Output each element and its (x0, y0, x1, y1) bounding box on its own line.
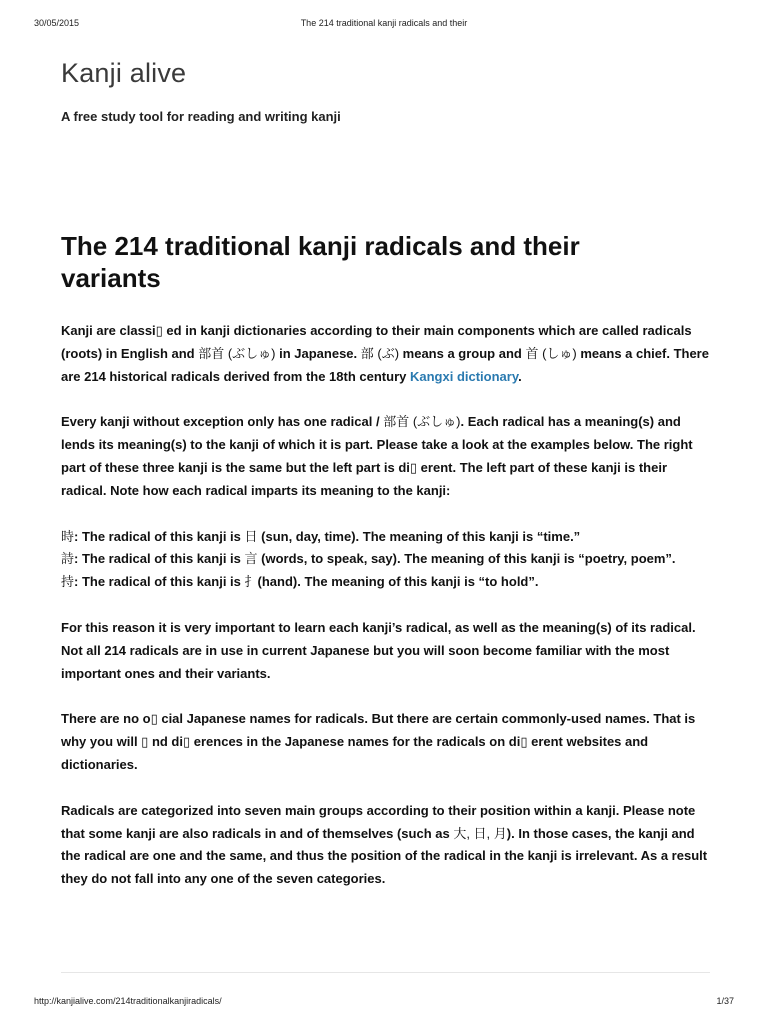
example-kanji: 時 (61, 528, 75, 544)
text: in Japanese. (275, 345, 361, 361)
site-title[interactable]: Kanji alive (61, 58, 187, 88)
text: means a group and (399, 345, 526, 361)
example-line (61, 548, 711, 571)
text: (words, to speak, say). The meaning of this kanji is “poetry, poem”. (257, 551, 676, 567)
kanji-term: 首 (しゅ) (525, 345, 577, 361)
text: (sun, day, time). The meaning of this kanji is “time.” (257, 528, 581, 544)
print-page-title: The 214 traditional kanji radicals and their (300, 18, 468, 28)
page-number: 1/37 (716, 996, 734, 1006)
kangxi-dictionary-link[interactable]: Kangxi dictionary (409, 368, 519, 384)
text: . (518, 368, 522, 384)
example-kanji: 持 (61, 574, 75, 590)
example-line (61, 571, 711, 594)
kanji-term: 部首 (ぶしゅ) (383, 414, 461, 430)
paragraph-radical-explanation (61, 411, 711, 502)
text: ). In those cases, the kanji and the radical are one and the same, and thus the position of the radical in the kanji is irrelevant. As a result they do not fall into any one of the seven categories. (61, 825, 708, 887)
text: Radicals are categorized into seven main groups according to their position within a kanji. Please note that some kanji are also radicals in and of themselves (such as (61, 802, 696, 841)
text: : The radical of this kanji is (74, 574, 245, 590)
text: Kanji are classi▯ ed in kanji dictionaries according to their main components which are called radicals (roots) in English and (61, 323, 692, 361)
paragraph-importance: For this reason it is very important to learn each kanji’s radical, as well as the meaning(s) of its radical. Not all 214 radicals are in use in current Japanese but you will soon become familiar with the most important ones and their variants. (61, 619, 696, 681)
text: Every kanji without exception only has one radical / (61, 414, 384, 430)
print-date: 30/05/2015 (34, 18, 80, 28)
example-radical: 扌 (244, 574, 258, 590)
paragraph-categories (61, 800, 711, 891)
text: (hand). The meaning of this kanji is “to hold”. (257, 574, 539, 590)
article-body (61, 320, 711, 914)
example-line (61, 526, 711, 549)
kanji-term: 部首 (ぶしゅ) (198, 345, 276, 361)
example-radical: 言 (244, 551, 258, 567)
divider (61, 972, 710, 973)
paragraph-intro (61, 320, 711, 388)
print-header (34, 18, 734, 32)
site-tagline: A free study tool for reading and writing kanji (61, 109, 341, 124)
text: . Each radical has a meaning(s) and lends its meaning(s) to the kanji of which it is part. Please take a look at the examples below. The right part of these three kanji is the same but the left part is di▯ erent. The left part of these kanji is their radical. Note how each radical imparts its meaning to the kanji: (61, 414, 693, 498)
example-radical: 日 (244, 528, 258, 544)
kanji-term: 部 (ぶ) (360, 345, 400, 361)
print-url: http://kanjialive.com/214traditionalkanjiradicals/ (34, 996, 222, 1006)
kanji-term: 大, 日, 月 (453, 825, 507, 841)
article-title: The 214 traditional kanji radicals and their variants (61, 231, 580, 293)
text: : The radical of this kanji is (74, 551, 245, 567)
text: means a chief. There are 214 historical radicals derived from the 18th century (61, 345, 709, 384)
example-kanji: 詩 (61, 551, 75, 567)
text: : The radical of this kanji is (74, 528, 245, 544)
kanji-examples (61, 526, 711, 594)
paragraph-names: There are no o▯ cial Japanese names for radicals. But there are certain commonly-used names. That is why you will ▯ nd di▯ erences in the Japanese names for the radicals on di▯ erent websites and dictionaries. (61, 711, 696, 772)
print-footer (34, 996, 734, 1010)
